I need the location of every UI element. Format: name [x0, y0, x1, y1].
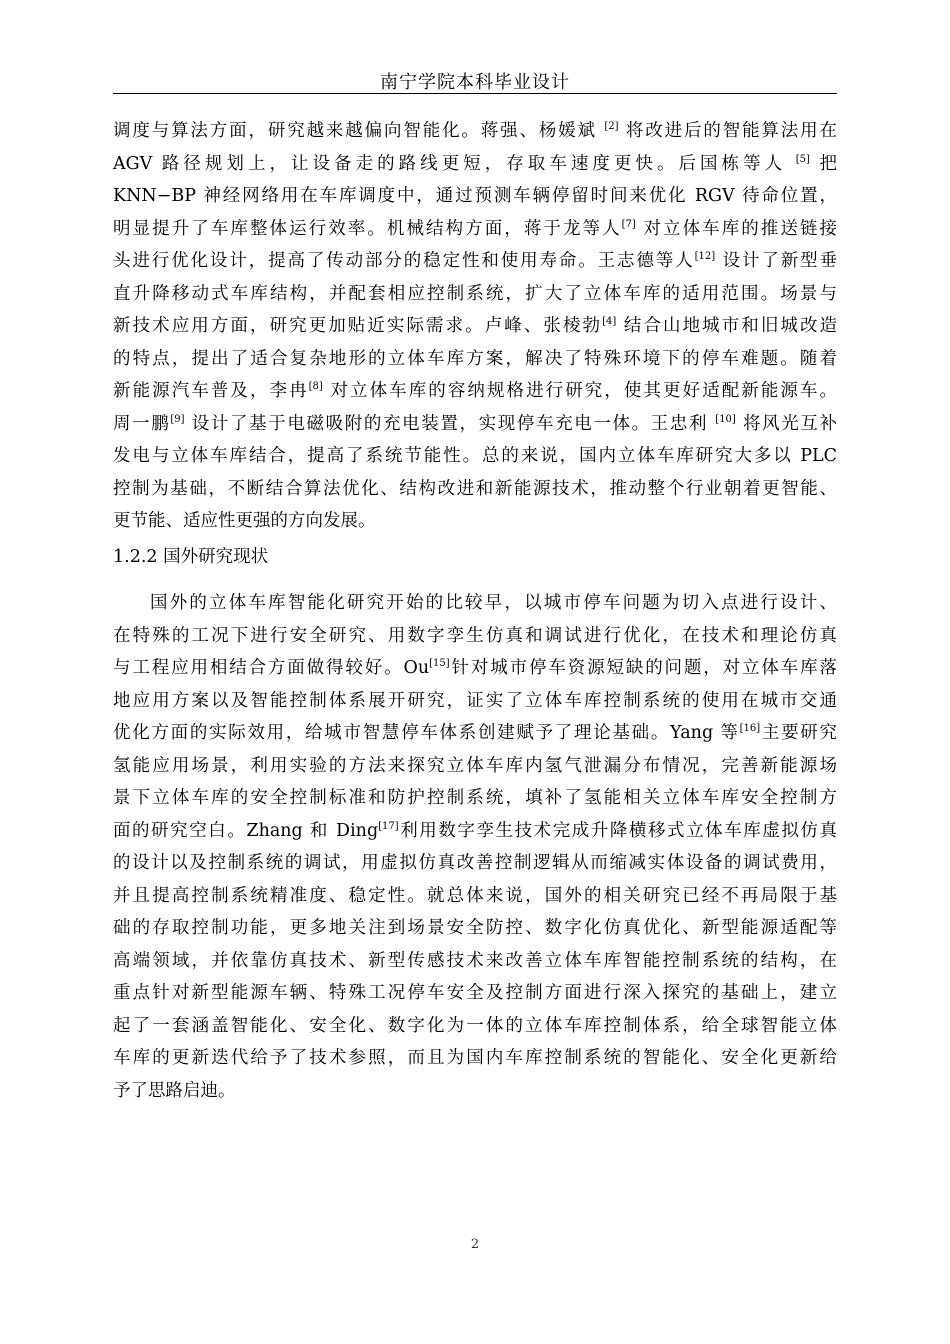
text-line: AGV 路径规划上，让设备走的路线更短，存取车速度更快。后国栋等人 [5] 把	[113, 153, 837, 174]
text-line: 周一鹏[9] 设计了基于电磁吸附的充电装置，实现停车充电一体。王忠利 [10] 将风光互补	[113, 413, 838, 434]
text-line: 新能源汽车普及，李冉[8] 对立体车库的容纳规格进行研究，使其更好适配新能源车。	[113, 381, 838, 401]
text-line: 头进行优化设计，提高了传动部分的稳定性和使用寿命。王志德等人[12] 设计了新型垂	[113, 251, 838, 271]
text-line: 优化方面的实际效用，给城市智慧停车体系创建赋予了理论基础。Yang 等[16]主要研究	[113, 723, 837, 743]
text-line: 更节能、适应性更强的方向发展。	[113, 511, 376, 531]
text-line: 并且提高控制系统精准度、稳定性。就总体来说，国外的相关研究已经不再局限于基	[113, 885, 837, 906]
section-heading: 1.2.2 国外研究现状	[113, 547, 269, 567]
text-line: 车库的更新迭代给予了技术参照，而且为国内车库控制系统的智能化、安全化更新给	[113, 1048, 837, 1068]
text-line: 新技术应用方面，研究更加贴近实际需求。卢峰、张棱勃[4] 结合山地城市和旧城改造	[113, 316, 838, 336]
text-line: 的设计以及控制系统的调试，用虚拟仿真改善控制逻辑从而缩减实体设备的调试费用，	[113, 853, 837, 873]
text-line: 地应用方案以及智能控制体系展开研究，证实了立体车库控制系统的使用在城市交通	[113, 690, 837, 711]
text-line: 发电与立体车库结合，提高了系统节能性。总的来说，国内立体车库研究大多以 PLC	[113, 446, 837, 466]
text-line: 予了思路启迪。	[113, 1080, 236, 1101]
text-line: 的特点，提出了适合复杂地形的立体车库方案，解决了特殊环境下的停车难题。随着	[113, 348, 837, 369]
page-number: 2	[470, 1237, 480, 1252]
text-line: 氢能应用场景，利用实验的方法来探究立体车库内氢气泄漏分布情况，完善新能源场	[113, 755, 837, 776]
text-line: 面的研究空白。Zhang 和 Ding[17]利用数字孪生技术完成升降横移式立体车库虚拟仿真	[113, 820, 837, 841]
text-line: 起了一套涵盖智能化、安全化、数字化为一体的立体车库控制体系，给全球智能立体	[113, 1015, 837, 1036]
text-line: 础的存取控制功能，更多地关注到场景安全防控、数字化仿真优化、新型能源适配等	[113, 918, 837, 938]
text-line: 国外的立体车库智能化研究开始的比较早，以城市停车问题为切入点进行设计、	[150, 593, 837, 613]
text-line: 景下立体车库的安全控制标准和防护控制系统，填补了氢能相关立体车库安全控制方	[113, 788, 837, 808]
text-line: 在特殊的工况下进行安全研究、用数字孪生仿真和调试进行优化，在技术和理论仿真	[113, 625, 837, 646]
text-line: 调度与算法方面，研究越来越偏向智能化。蒋强、杨媛斌 [2] 将改进后的智能算法用在	[113, 121, 838, 141]
header-divider	[113, 93, 837, 94]
text-line: 直升降移动式车库结构，并配套相应控制系统，扩大了立体车库的适用范围。场景与	[113, 283, 837, 304]
text-line: 重点针对新型能源车辆、特殊工况停车安全及控制方面进行深入探究的基础上，建立	[113, 983, 837, 1003]
text-line: 控制为基础，不断结合算法优化、结构改进和新能源技术，推动整个行业朝着更智能、	[113, 478, 837, 499]
page-header-title: 南宁学院本科毕业设计	[380, 72, 570, 93]
text-line: 明显提升了车库整体运行效率。机械结构方面，蒋于龙等人[7] 对立体车库的推送链接	[113, 218, 838, 239]
text-line: KNN−BP 神经网络用在车库调度中，通过预测车辆停留时间来优化 RGV 待命位置，	[113, 186, 837, 206]
text-line: 高端领域，并依靠仿真技术、新型传感技术来改善立体车库智能控制系统的结构，在	[113, 950, 837, 971]
text-line: 与工程应用相结合方面做得较好。Ou[15]针对城市停车资源短缺的问题，对立体车库落	[113, 658, 837, 678]
